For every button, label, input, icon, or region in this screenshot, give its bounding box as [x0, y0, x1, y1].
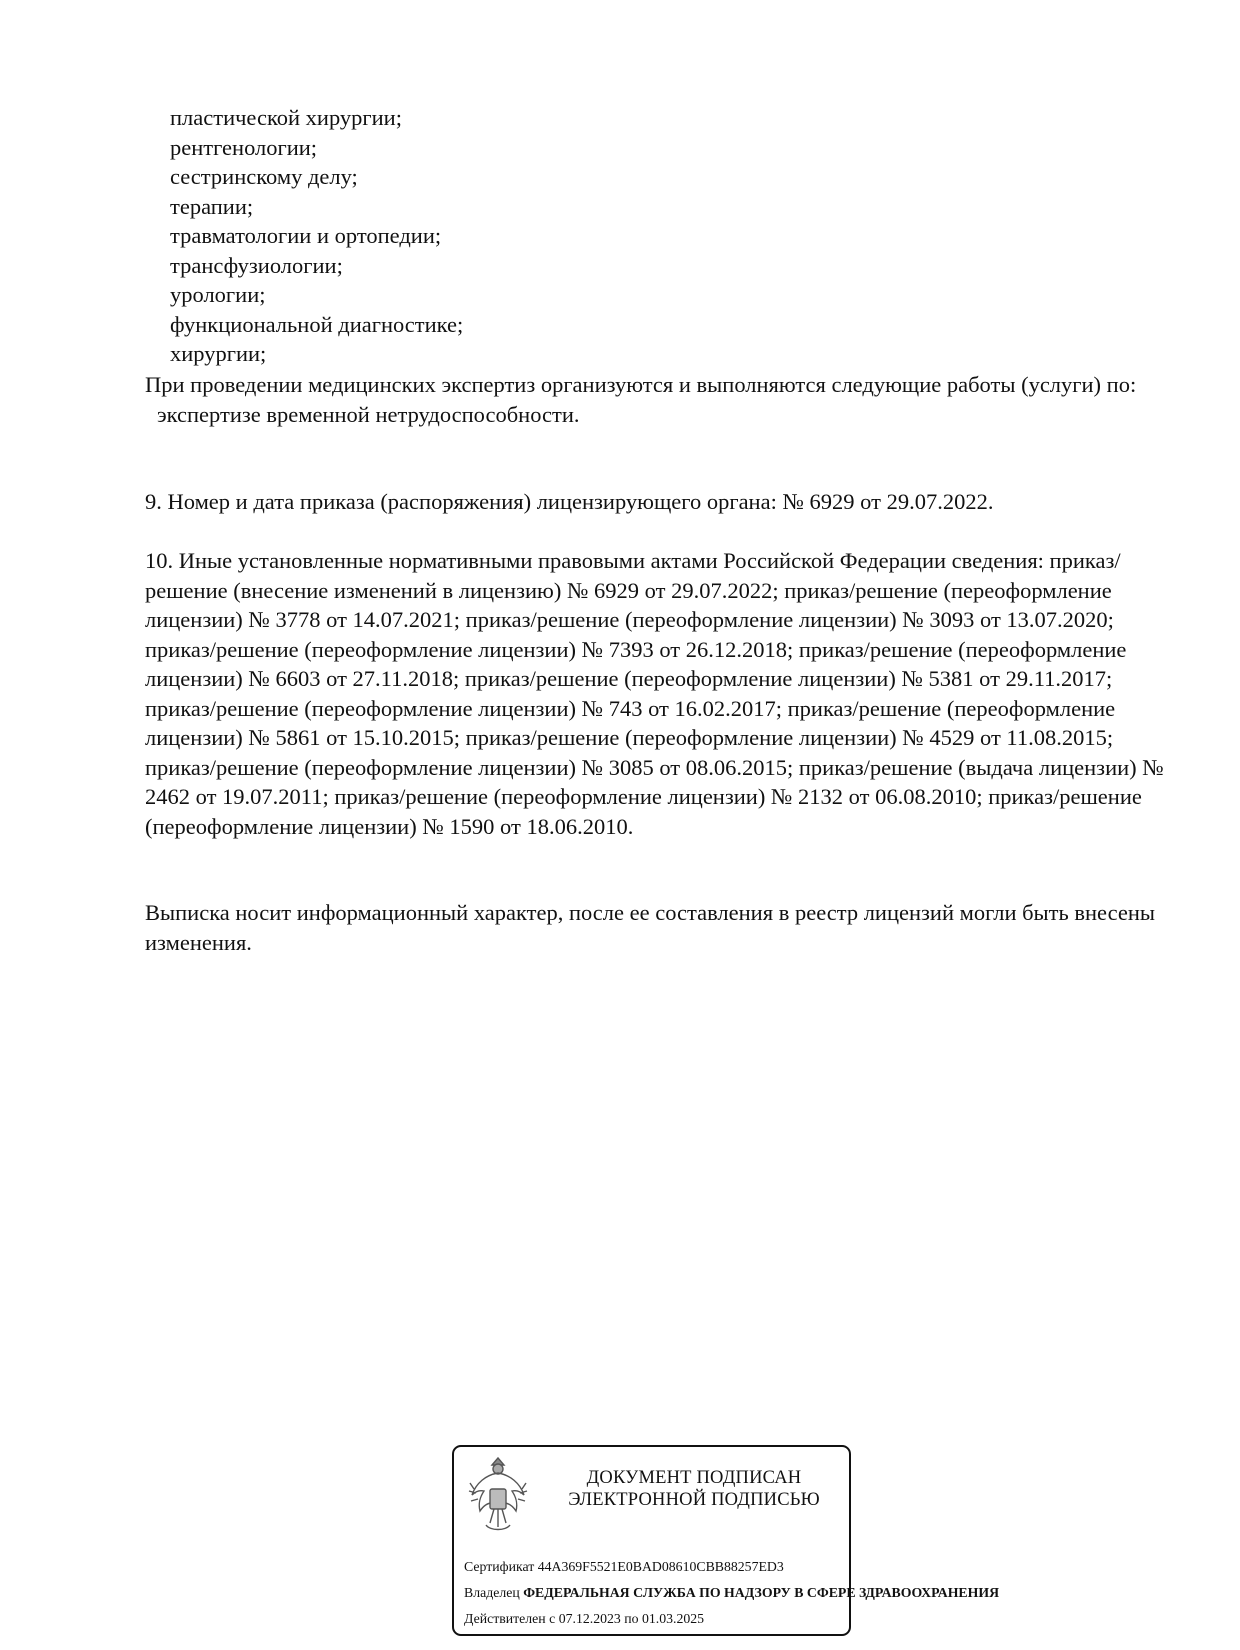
list-item: пластической хирургии; — [170, 105, 402, 130]
expertise-section — [145, 370, 1185, 429]
list-item: травматологии и ортопедии; — [170, 223, 442, 248]
list-item: функциональной диагностике; — [170, 311, 464, 337]
list-item: трансфузиологии; — [170, 252, 343, 278]
validity-line: Действителен с 07.12.2023 по 01.03.2025 — [464, 1611, 705, 1626]
list-item: хирургии; — [170, 341, 267, 366]
expertise-heading: При проведении медицинских экспертиз организуются и выполняются следующие работы (услуги) по: — [145, 372, 1137, 397]
specialties-list — [170, 103, 1070, 369]
disclaimer: Выписка носит информационный характер, после ее составления в реестр лицензий могли быть внесены изменения. — [145, 900, 1156, 955]
coat-of-arms-icon — [466, 1455, 530, 1535]
electronic-signature-stamp — [452, 1445, 1000, 1636]
section-9: 9. Номер и дата приказа (распоряжения) лицензирующего органа: № 6929 от 29.07.2022. — [145, 489, 994, 514]
expertise-item: экспертизе временной нетрудоспособности. — [157, 401, 580, 427]
stamp-title: ДОКУМЕНТ ПОДПИСАН ЭЛЕКТРОННОЙ ПОДПИСЬЮ — [568, 1468, 820, 1510]
owner-line: Владелец ФЕДЕРАЛЬНАЯ СЛУЖБА ПО НАДЗОРУ В СФЕРЕ ЗДРАВООХРАНЕНИЯ — [464, 1585, 1000, 1600]
list-item: урологии; — [170, 282, 266, 307]
list-item: терапии; — [170, 193, 254, 219]
section-10: 10. Иные установленные нормативными правовыми актами Российской Федерации сведения: приказ/решение (внесение изменений в лицензию) № 6929 от 29.07.2022; приказ/решение (переоформление лицензии) № 3778 от 14.07.2021; приказ/решение (переоформление лицензии) № 3093 от 13.07.2020; приказ/решение (переоформление лицензии) № 7393 от 26.12.2018; приказ/решение (переоформление лицензии) № 6603 от 27.11.2018; приказ/решение (переоформление лицензии) № 5381 от 29.11.2017; приказ/решение (переоформление лицензии) № 743 от 16.02.2017; приказ/решение (переоформление лицензии) № 5861 от 15.10.2015; приказ/решение (переоформление лицензии) № 4529 от 11.08.2015; приказ/решение (переоформление лицензии) № 3085 от 08.06.2015; приказ/решение (выдача лицензии) № 2462 от 19.07.2011; приказ/решение (переоформление лицензии) № 2132 от 06.08.2010; приказ/решение (переоформление лицензии) № 1590 от 18.06.2010. — [145, 548, 1164, 839]
certificate-line: Сертификат 44A369F5521E0BAD08610CBB88257ED3 — [464, 1559, 784, 1574]
list-item: рентгенологии; — [170, 134, 318, 160]
list-item: сестринскому делу; — [170, 164, 358, 189]
